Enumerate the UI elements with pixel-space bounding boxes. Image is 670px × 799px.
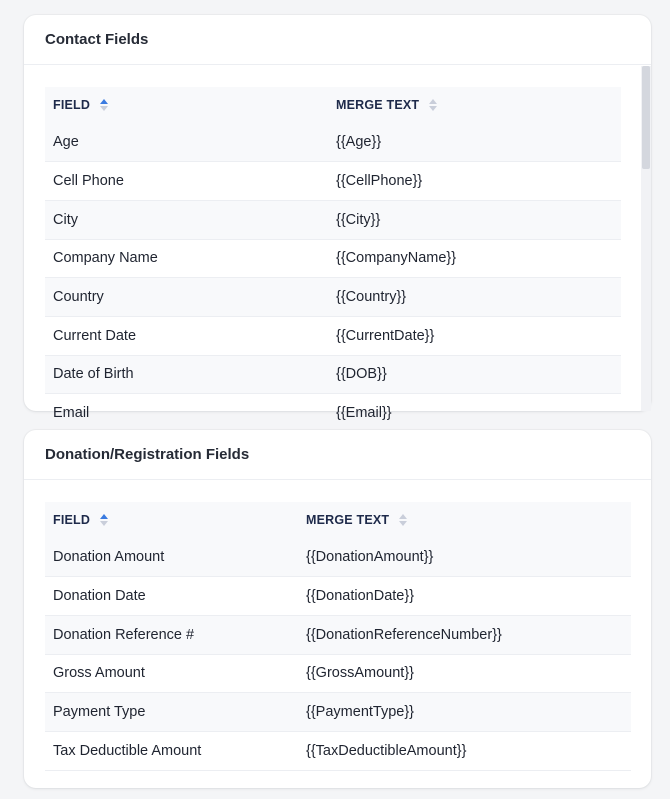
field-name-cell: Age [53, 134, 79, 151]
merge-text-column-header[interactable] [298, 502, 631, 538]
sort-icon[interactable] [399, 514, 407, 526]
donation-fields-card [24, 430, 651, 788]
merge-text-cell: {{DOB}} [336, 366, 387, 383]
contact-fields-card [24, 15, 651, 422]
merge-text-cell: {{DonationAmount}} [306, 549, 434, 566]
field-name-cell: City [53, 211, 78, 228]
field-name-cell: Country [53, 289, 104, 306]
contact-fields-body [24, 65, 651, 422]
merge-text-column-label: MERGE TEXT [336, 98, 420, 112]
sort-icon[interactable] [429, 99, 437, 111]
merge-text-cell: {{CellPhone}} [336, 173, 423, 190]
table-row [45, 394, 621, 433]
field-name-cell: Current Date [53, 327, 137, 344]
table-row [45, 239, 621, 278]
field-name-cell: Donation Date [53, 588, 146, 605]
field-name-cell: Donation Reference # [53, 626, 195, 643]
merge-text-cell: {{DonationDate}} [306, 588, 415, 605]
field-name-cell: Date of Birth [53, 366, 134, 383]
field-name-cell: Payment Type [53, 704, 146, 721]
field-column-header[interactable] [45, 87, 328, 123]
table-row [45, 654, 631, 693]
donation-fields-table [45, 502, 631, 771]
table-row [45, 577, 631, 616]
scrollbar-thumb[interactable] [642, 66, 650, 169]
donation-fields-body [24, 480, 651, 771]
table-header-row [45, 87, 621, 123]
table-row [45, 200, 621, 239]
table-header-row [45, 502, 631, 538]
merge-text-cell: {{DonationReferenceNumber}} [306, 626, 502, 643]
merge-text-cell: {{Country}} [336, 289, 407, 306]
table-row [45, 615, 631, 654]
merge-text-cell: {{CurrentDate}} [336, 327, 435, 344]
merge-text-column-header[interactable] [328, 87, 621, 123]
table-row [45, 162, 621, 201]
field-name-cell: Cell Phone [53, 173, 124, 190]
table-row [45, 123, 621, 162]
table-row [45, 316, 621, 355]
sort-ascending-icon[interactable] [100, 514, 108, 526]
merge-text-cell: {{CompanyName}} [336, 250, 457, 267]
field-name-cell: Email [53, 405, 90, 422]
merge-text-cell: {{GrossAmount}} [306, 665, 415, 682]
contact-fields-header [24, 15, 651, 65]
contact-fields-title: Contact Fields [45, 31, 149, 48]
donation-fields-title: Donation/Registration Fields [45, 446, 250, 463]
sort-ascending-icon[interactable] [100, 99, 108, 111]
merge-text-column-label: MERGE TEXT [306, 513, 390, 527]
contact-table-scrollbar[interactable] [641, 66, 651, 411]
table-row [45, 538, 631, 577]
table-row [45, 693, 631, 732]
field-name-cell: Donation Amount [53, 549, 165, 566]
merge-text-cell: {{Age}} [336, 134, 382, 151]
donation-fields-header [24, 430, 651, 480]
table-row [45, 278, 621, 317]
table-row [45, 355, 621, 394]
merge-text-cell: {{TaxDeductibleAmount}} [306, 742, 467, 759]
table-row [45, 731, 631, 770]
merge-text-cell: {{PaymentType}} [306, 704, 415, 721]
merge-text-cell: {{City}} [336, 211, 381, 228]
field-column-header[interactable] [45, 502, 298, 538]
merge-text-cell: {{Email}} [336, 405, 392, 422]
field-column-label: FIELD [53, 513, 91, 527]
field-name-cell: Company Name [53, 250, 158, 267]
contact-fields-table [45, 87, 621, 433]
field-name-cell: Tax Deductible Amount [53, 742, 202, 759]
field-name-cell: Gross Amount [53, 665, 145, 682]
field-column-label: FIELD [53, 98, 91, 112]
